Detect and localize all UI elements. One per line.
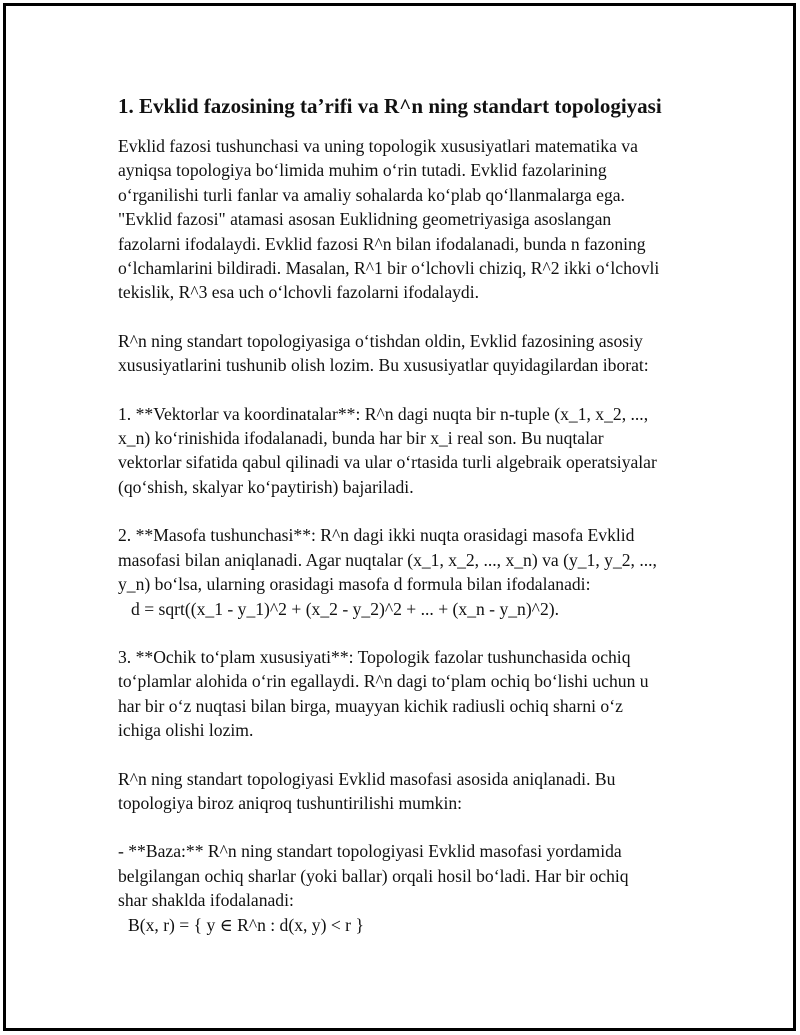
text-line: 3. **Ochik to‘plam xususiyati**: Topologik fazolar tushunchasida ochiq xyxy=(118,646,631,667)
text-line: har bir o‘z nuqtasi bilan birga, muayyan kichik radiusli ochiq sharni o‘z xyxy=(118,695,623,716)
text-line: x_n) ko‘rinishida ifodalanadi, bunda har bir x_i real son. Bu nuqtalar xyxy=(118,428,604,449)
open-set-item xyxy=(118,645,698,743)
text-line: 2. **Masofa tushunchasi**: R^n dagi ikki nuqta orasidagi masofa Evklid xyxy=(118,525,635,546)
distance-item xyxy=(118,523,698,621)
document-body xyxy=(118,92,698,937)
text-line: fazolarni ifodalaydi. Evklid fazosi R^n bilan ifodalanadi, bunda n fazoning xyxy=(118,233,646,254)
ball-formula: B(x, r) = { y ∈ R^n : d(x, y) < r } xyxy=(128,914,364,935)
base-item xyxy=(118,839,698,937)
text-line: (qo‘shish, skalyar ko‘paytirish) bajariladi. xyxy=(118,476,414,497)
text-line: ichiga olishi lozim. xyxy=(118,720,254,741)
text-line: belgilangan ochiq sharlar (yoki ballar) orqali hosil bo‘ladi. Har bir ochiq xyxy=(118,865,629,886)
text-line: to‘plamlar alohida o‘rin egallaydi. R^n dagi to‘plam ochiq bo‘lishi uchun u xyxy=(118,671,649,692)
text-line: vektorlar sifatida qabul qilinadi va ular o‘rtasida turli algebraik operatsiyalar xyxy=(118,452,657,473)
properties-intro-paragraph xyxy=(118,329,698,378)
paragraph-gap xyxy=(118,743,698,767)
text-line: topologiya biroz aniqroq tushuntirilishi mumkin: xyxy=(118,792,463,813)
text-line: Evklid fazosi tushunchasi va uning topologik xususiyatlari matematika va xyxy=(118,136,638,156)
text-line: ayniqsa topologiya bo‘limida muhim o‘rin tutadi. Evklid fazolarining xyxy=(118,160,607,181)
text-line: xususiyatlarini tushunib olish lozim. Bu xususiyatlar quyidagilardan iborat: xyxy=(118,355,649,376)
text-line: masofasi bilan aniqlanadi. Agar nuqtalar (x_1, x_2, ..., x_n) va (y_1, y_2, ..., xyxy=(118,549,657,570)
intro-paragraph xyxy=(118,134,698,305)
paragraph-gap xyxy=(118,305,698,329)
text-line: y_n) bo‘lsa, ularning orasidagi masofa d formula bilan ifodalanadi: xyxy=(118,574,591,595)
topology-paragraph xyxy=(118,767,698,816)
text-line: o‘lchamlarini bildiradi. Masalan, R^1 bir o‘lchovli chiziq, R^2 ikki o‘lchovli xyxy=(118,258,660,279)
text-line: R^n ning standart topologiyasi Evklid masofasi asosida aniqlanadi. Bu xyxy=(118,768,616,789)
text-line: R^n ning standart topologiyasiga o‘tishdan oldin, Evklid fazosining asosiy xyxy=(118,330,643,351)
text-line: tekislik, R^3 esa uch o‘lchovli fazolarni ifodalaydi. xyxy=(118,282,480,303)
text-line: shar shaklda ifodalanadi: xyxy=(118,890,294,911)
vectors-item xyxy=(118,402,698,500)
distance-formula: d = sqrt((x_1 - y_1)^2 + (x_2 - y_2)^2 + ... + (x_n - y_n)^2). xyxy=(131,598,559,619)
text-line: 1. **Vektorlar va koordinatalar**: R^n dagi nuqta bir n-tuple (x_1, x_2, ..., xyxy=(118,403,649,424)
paragraph-gap xyxy=(118,499,698,523)
paragraph-gap xyxy=(118,378,698,402)
text-line: "Evklid fazosi" atamasi asosan Euklidning geometriyasiga asoslangan xyxy=(118,209,612,230)
paragraph-gap xyxy=(118,815,698,839)
section-title: 1. Evklid fazosining ta’rifi va R^n ning standart topologiyasi xyxy=(118,94,662,118)
paragraph-gap xyxy=(118,621,698,645)
text-line: o‘rganilishi turli fanlar va amaliy sohalarda ko‘plab qo‘llanmalarga ega. xyxy=(118,184,625,205)
text-line: - **Baza:** R^n ning standart topologiyasi Evklid masofasi yordamida xyxy=(118,841,622,862)
